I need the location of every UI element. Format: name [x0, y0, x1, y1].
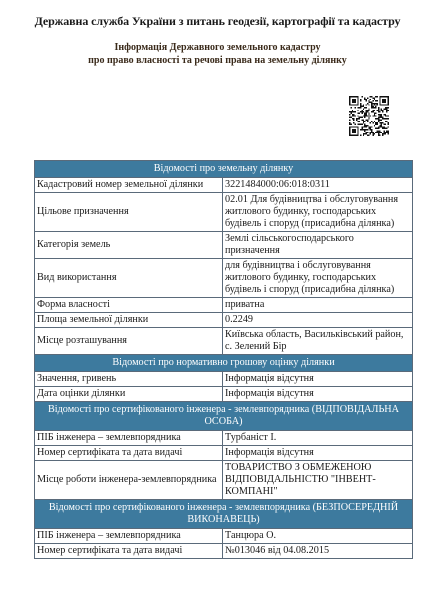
row-value: для будівництва і обслуговування житлового будинку, господарських будівель і споруд (присадибна ділянка)	[223, 259, 413, 298]
table-row	[35, 298, 413, 313]
section-title: Відомості про сертифікованого інженера - землевпорядника (БЕЗПОСЕРЕДНІЙ ВИКОНАВЕЦЬ)	[35, 500, 413, 529]
page-subtitle-line1: Інформація Державного земельного кадастру	[114, 42, 321, 53]
table-row	[35, 461, 413, 500]
table-row	[35, 529, 413, 544]
page-subtitle-line2: про право власності та речові права на земельну ділянку	[88, 55, 347, 66]
qr-code-icon	[349, 96, 389, 136]
row-value: Турбаніст І.	[223, 431, 413, 446]
row-value: Танцюра О.	[223, 529, 413, 544]
table-row	[35, 178, 413, 193]
row-value: Інформація відсутня	[223, 446, 413, 461]
page-title: Державна служба України з питань геодезії, картографії та кадастру	[34, 14, 401, 28]
section-header-row	[35, 355, 413, 372]
row-value: Київська область, Васильківський район, с. Зелений Бір	[223, 328, 413, 355]
table-row	[35, 313, 413, 328]
section-header-row	[35, 500, 413, 529]
row-label: ПІБ інженера – землевпорядника	[35, 431, 223, 446]
table-row	[35, 372, 413, 387]
row-label: Площа земельної ділянки	[35, 313, 223, 328]
table-row	[35, 446, 413, 461]
cadastre-info-table	[34, 160, 413, 559]
section-title: Відомості про сертифікованого інженера - землевпорядника (ВІДПОВІДАЛЬНА ОСОБА)	[35, 402, 413, 431]
row-value: 3221484000:06:018:0311	[223, 178, 413, 193]
row-label: Значення, гривень	[35, 372, 223, 387]
row-label: Місце розташування	[35, 328, 223, 355]
row-label: Вид використання	[35, 259, 223, 298]
table-row	[35, 544, 413, 559]
row-value: Інформація відсутня	[223, 372, 413, 387]
row-value: приватна	[223, 298, 413, 313]
table-row	[35, 431, 413, 446]
row-label: Номер сертифіката та дата видачі	[35, 544, 223, 559]
section-title: Відомості про нормативно грошову оцінку ділянки	[35, 355, 413, 372]
table-row	[35, 259, 413, 298]
row-value: Землі сільськогосподарського призначення	[223, 232, 413, 259]
row-label: Цільове призначення	[35, 193, 223, 232]
row-label: ПІБ інженера – землевпорядника	[35, 529, 223, 544]
row-label: Кадастровий номер земельної ділянки	[35, 178, 223, 193]
row-value: 0.2249	[223, 313, 413, 328]
row-label: Номер сертифіката та дата видачі	[35, 446, 223, 461]
row-value: Інформація відсутня	[223, 387, 413, 402]
section-header-row	[35, 161, 413, 178]
table-row	[35, 387, 413, 402]
row-value: ТОВАРИСТВО З ОБМЕЖЕНОЮ ВІДПОВІДАЛЬНІСТЮ "ІНВЕНТ-КОМПАНІ"	[223, 461, 413, 500]
row-label: Категорія земель	[35, 232, 223, 259]
table-row	[35, 328, 413, 355]
row-label: Дата оцінки ділянки	[35, 387, 223, 402]
section-title: Відомості про земельну ділянку	[35, 161, 413, 178]
row-value: 02.01 Для будівництва і обслуговування житлового будинку, господарських будівель і споруд (присадибна ділянка)	[223, 193, 413, 232]
row-label: Місце роботи інженера-землевпорядника	[35, 461, 223, 500]
section-header-row	[35, 402, 413, 431]
table-row	[35, 232, 413, 259]
table-row	[35, 193, 413, 232]
row-value: №013046 від 04.08.2015	[223, 544, 413, 559]
row-label: Форма власності	[35, 298, 223, 313]
